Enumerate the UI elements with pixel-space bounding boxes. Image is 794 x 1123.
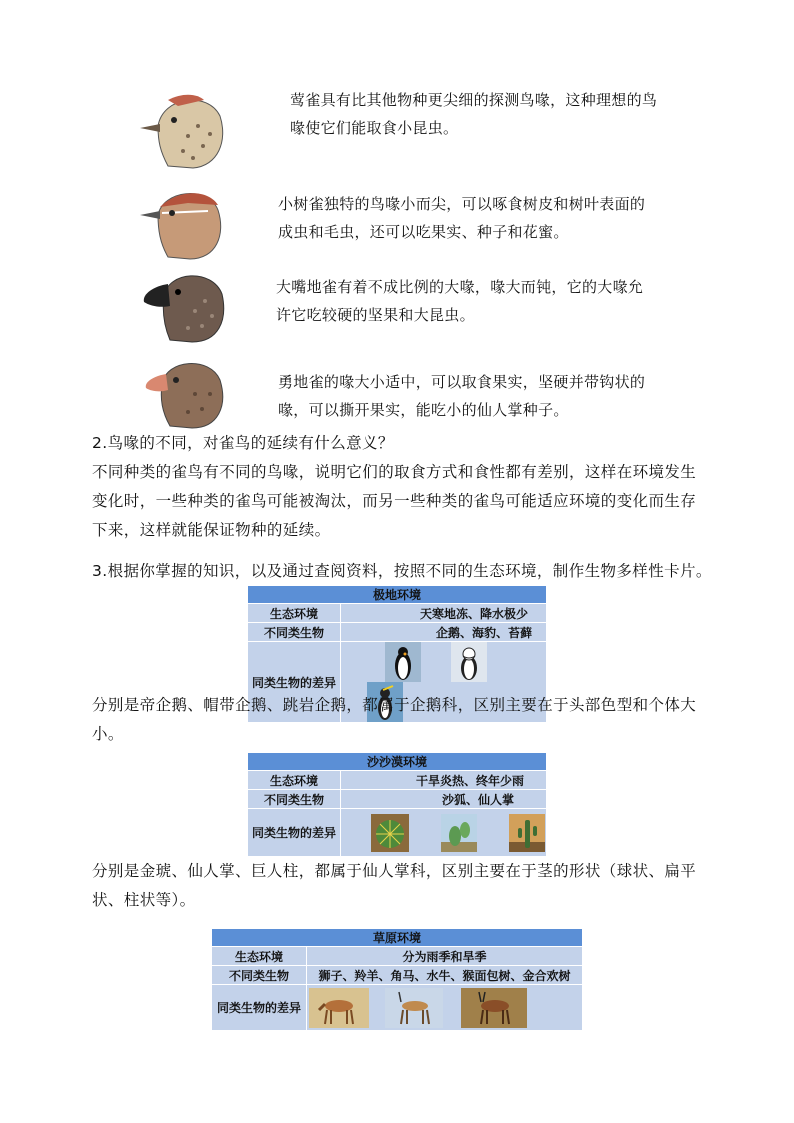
question-2-answer-line-1: 不同种类的雀鸟有不同的鸟喙，说明它们的取食方式和食性都有差别，这样在环境发生 — [92, 463, 697, 481]
warbler-finch-head-image — [138, 86, 226, 170]
bird-3-line-1: 大嘴地雀有着不成比例的大喙，喙大而钝，它的大喙允 — [276, 278, 644, 296]
gazelle-image — [385, 988, 443, 1028]
bird-description-3 — [276, 273, 643, 329]
desert-note-line-2: 状、柱状等）。 — [92, 891, 196, 909]
large-ground-finch-head-image — [140, 266, 226, 344]
row-label-diff: 同类生物的差异 — [248, 809, 341, 857]
species-value: 企鹅、海豹、苔藓 — [341, 623, 547, 642]
card-title: 沙沙漠环境 — [248, 753, 547, 771]
row-label-species: 不同类生物 — [248, 623, 341, 642]
question-2-title: 2.鸟喙的不同，对雀鸟的延续有什么意义？ — [92, 434, 394, 452]
row-label-diff: 同类生物的差异 — [248, 642, 341, 723]
grassland-environment-card — [211, 928, 583, 1031]
question-2-answer-line-2: 变化时，一些种类的雀鸟可能被淘汰，而另一些种类的雀鸟可能适应环境的变化而生存 — [92, 492, 697, 510]
desert-card-note — [92, 857, 722, 915]
env-value: 干旱炎热、终年少雨 — [341, 771, 547, 790]
row-label-env: 生态环境 — [248, 771, 341, 790]
desert-note-line-1: 分别是金琥、仙人掌、巨人柱，都属于仙人掌科，区别主要在于茎的形状（球状、扁平 — [92, 862, 697, 880]
card-title: 草原环境 — [212, 929, 583, 947]
polar-note-line-1: 分别是帝企鹅、帽带企鹅、跳岩企鹅，都属于企鹅科，区别主要在于头部色型和个体大 — [92, 696, 697, 714]
prickly-pear-cactus-image — [441, 814, 477, 852]
env-value: 天寒地冻、降水极少 — [341, 604, 547, 623]
saguaro-cactus-image — [509, 814, 545, 852]
emperor-penguin-image — [385, 642, 421, 682]
question-3 — [92, 557, 732, 586]
desert-environment-card — [247, 752, 547, 857]
species-value: 狮子、羚羊、角马、水牛、猴面包树、金合欢树 — [307, 966, 583, 985]
bird-2-line-1: 小树雀独特的鸟喙小而尖，可以啄食树皮和树叶表面的 — [278, 195, 646, 213]
species-value: 沙狐、仙人掌 — [341, 790, 547, 809]
bird-description-4 — [278, 368, 645, 424]
bird-2-line-2: 成虫和毛虫，还可以吃果实、种子和花蜜。 — [278, 223, 569, 241]
diff-images — [307, 985, 583, 1031]
question-2-answer-line-3: 下来，这样就能保证物种的延续。 — [92, 521, 331, 539]
bird-1-line-2: 喙使它们能取食小昆虫。 — [290, 119, 459, 137]
chinstrap-penguin-image — [451, 642, 487, 682]
row-label-env: 生态环境 — [212, 947, 307, 966]
polar-note-line-2: 小。 — [92, 725, 124, 743]
springbok-image — [309, 988, 369, 1028]
bird-4-line-1: 勇地雀的喙大小适中，可以取食果实，坚硬并带钩状的 — [278, 373, 646, 391]
bird-1-line-1: 莺雀具有比其他物种更尖细的探测鸟喙，这种理想的鸟 — [290, 91, 658, 109]
golden-barrel-cactus-image — [371, 814, 409, 852]
tree-finch-head-image — [138, 185, 224, 261]
impala-image — [461, 988, 527, 1028]
bird-4-line-2: 喙，可以撕开果实，能吃小的仙人掌种子。 — [278, 401, 569, 419]
question-2 — [92, 429, 712, 545]
bird-description-2 — [278, 190, 645, 246]
bird-description-1 — [290, 86, 657, 142]
row-label-species: 不同类生物 — [212, 966, 307, 985]
diff-images — [341, 809, 547, 857]
polar-card-note — [92, 691, 722, 749]
row-label-diff: 同类生物的差异 — [212, 985, 307, 1031]
vampire-ground-finch-head-image — [140, 354, 226, 430]
row-label-species: 不同类生物 — [248, 790, 341, 809]
env-value: 分为雨季和旱季 — [307, 947, 583, 966]
row-label-env: 生态环境 — [248, 604, 341, 623]
bird-3-line-2: 许它吃较硬的坚果和大昆虫。 — [276, 306, 475, 324]
question-3-title: 3.根据你掌握的知识，以及通过查阅资料，按照不同的生态环境，制作生物多样性卡片。 — [92, 562, 712, 580]
card-title: 极地环境 — [248, 586, 547, 604]
